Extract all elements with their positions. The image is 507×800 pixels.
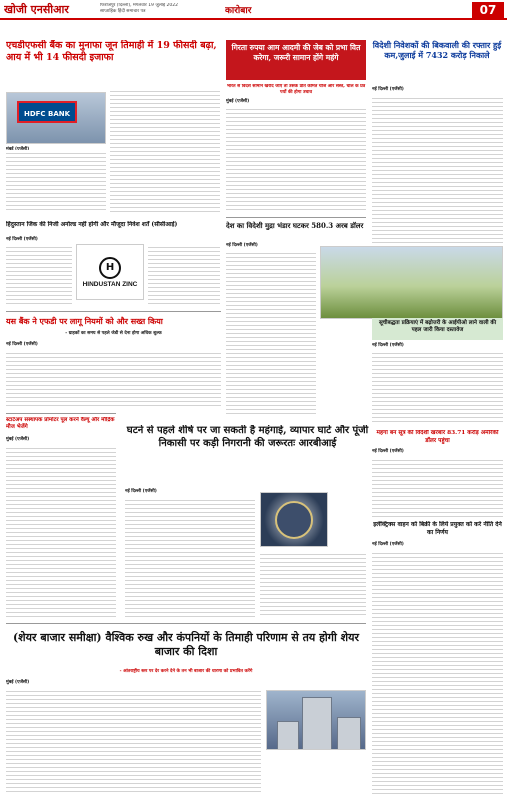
page-number: 07 <box>472 2 504 18</box>
hindzinc-headline: हिंदुस्तान जिंक की निजी अनोल्ड नहीं होगी और मौजूदा निवेश शर्तें (सीसीआई) <box>6 221 178 228</box>
fd-subhead: - ग्राहकों का समय से पहले जेडी से देना होगा अधिक शुल्क <box>65 331 162 336</box>
hindzinc-column-1 <box>6 244 72 306</box>
rbi-headline: घटने से पहले शीर्ष पर जा सकती है महंगाई, व्यापार घाटे और पूंजी निकासी पर कड़ी निगरानी की जरूरतः आरबीआई <box>126 425 369 449</box>
forex-body <box>226 250 316 415</box>
rupee-falls-body <box>226 106 366 212</box>
building-shape <box>277 721 299 750</box>
petrol-body <box>372 457 503 517</box>
fpi-dateline: नई दिल्ली (एजेंसी) <box>372 87 404 92</box>
hindzinc-column-2 <box>148 244 220 306</box>
petrol-dateline: नई दिल्ली (एजेंसी) <box>372 449 404 454</box>
ipo-headline-box <box>372 318 503 340</box>
startup-headline: स्टार्टअप संस्थापक प्रोमोटर पूल करने वैल्यू और मौद्रिक मौज भेजेंगे <box>6 417 115 430</box>
ipo-dateline: नई दिल्ली (एजेंसी) <box>372 343 404 348</box>
startup-dateline: मुंबई (एजेंसी) <box>6 437 30 442</box>
fpi-body <box>372 95 503 243</box>
forex-headline: देश का विदेशी मुद्रा भंडार घटकर 580.3 अरब डॉलर <box>226 221 364 230</box>
rupee-falls-headline: गिरता रुपया आम आदमी की जेब को प्रभा वित करेगा, जरूरी सामान होंगे महंगे <box>226 40 366 80</box>
rupee-falls-dateline: मुंबई (एजेंसी) <box>226 99 250 104</box>
divider <box>6 311 221 312</box>
masthead <box>0 0 507 20</box>
divider <box>226 217 366 218</box>
zinc-logo-text: HINDUSTAN ZINC <box>82 280 138 288</box>
ipo-body <box>372 350 503 425</box>
ev-dateline: नई दिल्ली (एजेंसी) <box>372 542 404 547</box>
hdfc-bank-photo <box>6 92 106 144</box>
rbi-seal-icon <box>275 501 313 539</box>
rbi-body-left <box>125 497 255 617</box>
masthead-date: फिरोजपुर (दिल्ली), मंगलवार 19 जुलाई 2022 <box>100 3 178 8</box>
fd-dateline: नई दिल्ली (एजेंसी) <box>6 342 38 347</box>
forex-dateline: नई दिल्ली (एजेंसी) <box>226 243 258 248</box>
hdfc-sign: HDFC BANK <box>17 101 77 123</box>
divider <box>6 413 116 414</box>
zinc-emblem-icon: H <box>99 257 121 279</box>
hdfc-column-1 <box>6 150 106 212</box>
rbi-dateline: नई दिल्ली (एजेंसी) <box>125 489 157 494</box>
rupee-falls-subhead: भारत से विदेश सामान खरीदे जाए तो उसके प्रति कीमत चीज और सस्ते, चाल के प्रत्र पर्यो की होगा उचाव <box>226 84 366 95</box>
market-review-dateline: मुंबई (एजेंसी) <box>6 680 30 685</box>
ev-headline: इलेक्ट्रिक्स वाहन को बिक्री के लिये प्रयुक्त को करे नीति देने का निर्णय <box>373 521 502 536</box>
petrol-headline: मंहगा बन सूत्र की विदेशी खरबार 83.71 करोड़ अमेरिकी डॉलर पहुंचा <box>376 430 499 444</box>
fd-body <box>6 350 221 408</box>
ev-body <box>372 550 503 795</box>
rbi-emblem-photo <box>260 492 328 547</box>
newspaper-logo: खोजी एनसीआर <box>4 3 69 15</box>
hindzinc-dateline: नई दिल्ली (एजेंसी) <box>6 237 38 242</box>
tower-shape <box>302 697 332 750</box>
divider <box>6 623 366 624</box>
market-review-headline: (शेयर बाजार समीक्षा) वैश्विक रुख और कंपनियों के तिमाही परिणाम से तय होगी शेयर बाजार की दिशा <box>12 631 360 658</box>
hindustan-zinc-logo <box>76 244 144 300</box>
building-shape <box>337 717 361 750</box>
rbi-body-right <box>260 551 366 617</box>
rupee-fountain-photo <box>320 246 503 319</box>
market-review-subhead: - आंतराष्ट्रीय स्तर पर देर करने देने के तन भी बाजार की धारणा को प्रभावित करेंगे <box>119 669 253 674</box>
ipo-headline: सूचीबद्धता प्रक्रियाएं में बढ़ोत्तरी के आईपीओ लाने वाली की पहल जारी किया दस्तावेज <box>378 320 497 333</box>
market-review-body <box>6 688 261 795</box>
section-title: कारोबार <box>225 6 252 15</box>
fpi-headline: विदेशी निवेशकों की बिकवाली की रफ्तार हुई कम,जुलाई में 7432 करोड़ निकाले <box>372 40 502 60</box>
hdfc-headline: एचडीएफसी बैंक का मुनाफा जून तिमाही में 19 फीसदी बढ़ा, आय में भी 14 फीसदी इजाफा <box>6 40 217 63</box>
startup-body <box>6 445 116 617</box>
stock-exchange-building-photo <box>266 690 366 750</box>
masthead-tagline: साप्ताहिक हिंदी समाचार पत्र <box>100 9 146 14</box>
fd-headline: यस बैंक ने एफडी पर लागू नियमों को और सख्त किया <box>6 316 163 326</box>
hdfc-column-2 <box>110 88 220 212</box>
